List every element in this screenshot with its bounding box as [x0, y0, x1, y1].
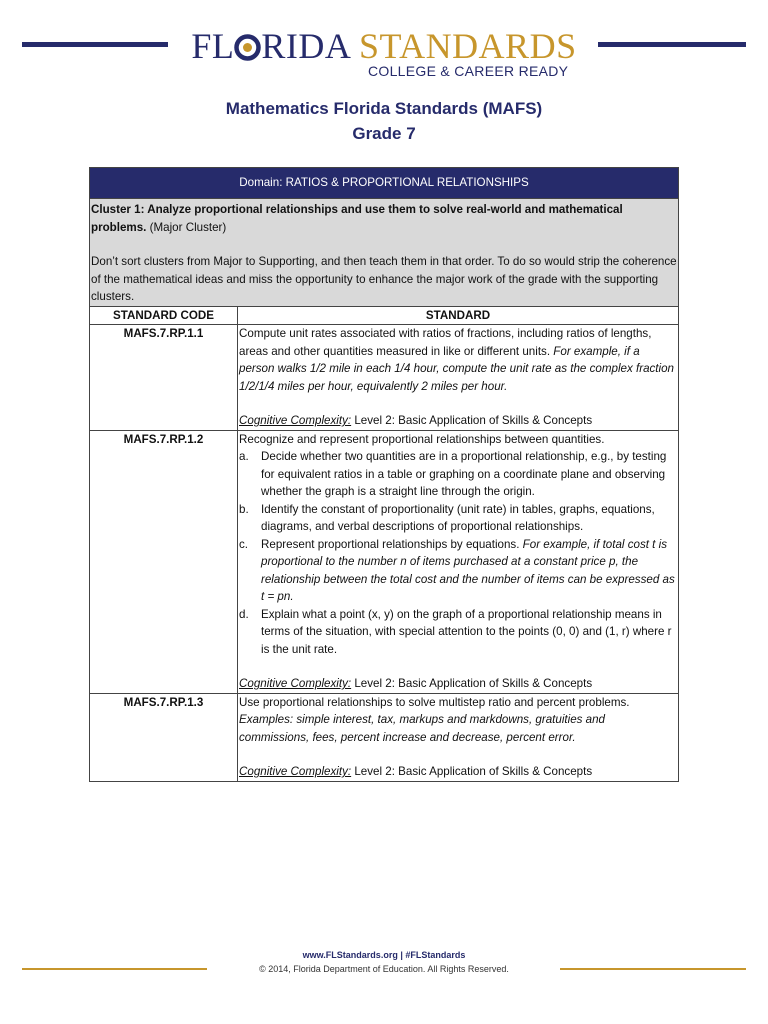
table-row	[90, 430, 679, 693]
logo-florida-part2: RIDA	[261, 26, 350, 66]
cluster-heading: Cluster 1: Analyze proportional relationships and use them to solve real-world and mathematical problems.	[91, 203, 623, 234]
footer-website-link[interactable]: www.FLStandards.org | #FLStandards	[302, 950, 466, 960]
florida-o-emblem-icon	[234, 26, 261, 66]
complexity-value: Level 2: Basic Application of Skills & Concepts	[351, 414, 593, 427]
logo-standards: STANDARDS	[358, 26, 577, 66]
standard-text: Recognize and represent proportional relationships between quantities.	[239, 432, 605, 446]
cognitive-complexity	[239, 763, 677, 781]
logo-florida-part1: FL	[191, 26, 235, 66]
list-item: d. Explain what a point (x, y) on the graph of a proportional relationship means in terms of the situation, with special attention to the points (0, 0) and (1, r) where r is the unit rate.	[239, 607, 672, 656]
standard-example: For example, if a person walks 1/2 mile in each 1/4 hour, compute the unit rate as the complex fraction 1/2/1/4 miles per hour, equivalently 2 miles per hour.	[239, 344, 675, 393]
standard-text: Use proportional relationships to solve multistep ratio and percent problems.	[239, 695, 630, 709]
sub-standard-list	[239, 448, 677, 658]
domain-header: Domain: RATIOS & PROPORTIONAL RELATIONSHIPS	[90, 168, 679, 199]
page-title: Mathematics Florida Standards (MAFS)	[225, 99, 543, 118]
standard-example: Examples: simple interest, tax, markups and markdowns, gratuities and commissions, fees, percent increase and decrease, percent error.	[239, 713, 606, 744]
standard-description	[238, 430, 679, 693]
list-item: a. Decide whether two quantities are in a proportional relationship, e.g., by testing for equivalent ratios in a table or graphing on a coordinate plane and observing whether the graph is a straight line through the origin.	[239, 450, 667, 498]
list-item: c. Represent proportional relationships by equations. For example, if total cost t is proportional to the number n of items purchased at a constant price p, the relationship between the total cost and the number of items can be expressed as t = pn.	[239, 537, 675, 603]
table-row	[90, 325, 679, 431]
column-header-code: STANDARD CODE	[90, 306, 238, 325]
table-row	[90, 693, 679, 781]
cluster-cell	[90, 199, 679, 307]
footer-copyright: © 2014, Florida Department of Education. All Rights Reserved.	[259, 964, 509, 974]
florida-standards-logo	[0, 26, 768, 66]
complexity-label: Cognitive Complexity:	[239, 677, 352, 690]
standard-text: Compute unit rates associated with ratios of fractions, including ratios of lengths, areas and other quantities measured in like or different units.	[239, 327, 652, 358]
complexity-label: Cognitive Complexity:	[239, 414, 352, 427]
logo-tagline: COLLEGE & CAREER READY	[368, 63, 569, 79]
page-subtitle: Grade 7	[352, 124, 416, 143]
standard-description	[238, 325, 679, 431]
standard-code: MAFS.7.RP.1.3	[90, 693, 238, 781]
standard-code: MAFS.7.RP.1.1	[90, 325, 238, 431]
cognitive-complexity	[239, 412, 677, 430]
standard-code: MAFS.7.RP.1.2	[90, 430, 238, 693]
cluster-tag: (Major Cluster)	[146, 220, 227, 234]
standard-description	[238, 693, 679, 781]
complexity-label: Cognitive Complexity:	[239, 765, 352, 778]
list-item: b. Identify the constant of proportionality (unit rate) in tables, graphs, equations, diagrams, and verbal descriptions of proportional relationships.	[239, 502, 655, 533]
cluster-note: Don’t sort clusters from Major to Supporting, and then teach them in that order. To do so would strip the coherence of the mathematical ideas and miss the opportunity to enhance the major work of the grade with the supporting clusters.	[91, 255, 677, 303]
complexity-value: Level 2: Basic Application of Skills & Concepts	[351, 677, 593, 690]
standards-table	[89, 167, 679, 782]
complexity-value: Level 2: Basic Application of Skills & Concepts	[351, 765, 593, 778]
column-header-standard: STANDARD	[238, 306, 679, 325]
cognitive-complexity	[239, 675, 677, 693]
